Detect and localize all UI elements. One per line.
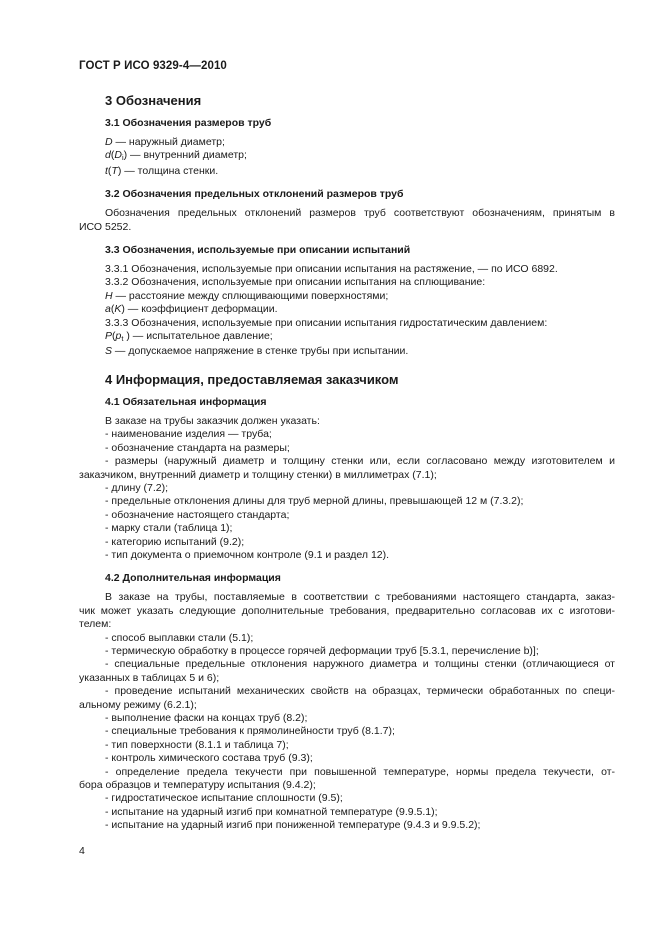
document-body: [79, 88, 615, 833]
clause-3-3-1: 3.3.1 Обозначения, используемые при описании испытания на растяжение, — по ИСО 6892.: [105, 263, 558, 276]
paragraph-line: В заказе на трубы, поставляемые в соответствии с требованиями настоящего стандарта, заказ-: [105, 591, 615, 604]
list-item: - обозначение настоящего стандарта;: [105, 508, 290, 521]
symbol-line-a: a(K) — коэффициент деформации.: [105, 303, 278, 316]
list-item: - гидростатическое испытание сплошности (9.5);: [105, 792, 343, 805]
page-number: 4: [79, 845, 85, 857]
list-item-continuation: бора образцов и температуру испытания (9.4.2);: [79, 779, 316, 792]
list-item: - предельные отклонения длины для труб мерной длины, превышающей 12 м (7.3.2);: [105, 495, 524, 508]
paragraph-line: ИСО 5252.: [79, 220, 132, 233]
symbol-line-t: t(T) — толщина стенки.: [105, 164, 219, 177]
list-item: - марку стали (таблица 1);: [105, 522, 233, 535]
list-item: - размеры (наружный диаметр и толщину стенки или, если согласовано между изготовителем и: [105, 455, 615, 468]
list-item: - испытание на ударный изгиб при комнатной температуре (9.9.5.1);: [105, 805, 438, 818]
list-item: - определение предела текучести при повышенной температуре, нормы предела текучести, от-: [105, 765, 615, 778]
list-item: - контроль химического состава труб (9.3);: [105, 752, 313, 765]
section-4-2-heading: 4.2 Дополнительная информация: [105, 572, 281, 585]
symbol-line-D: D — наружный диаметр;: [105, 136, 225, 148]
list-item: - способ выплавки стали (5.1);: [105, 631, 254, 644]
list-item: - испытание на ударный изгиб при пониженной температуре (9.4.3 и 9.9.5.2);: [105, 819, 481, 832]
section-3-3-heading: 3.3 Обозначения, используемые при описании испытаний: [105, 244, 411, 257]
symbol-line-H: H — расстояние между сплющивающими поверхностями;: [105, 289, 389, 302]
clause-3-3-2: 3.3.2 Обозначения, используемые при описании испытания на сплющивание:: [105, 276, 486, 289]
list-item-continuation: указанных в таблицах 5 и 6);: [79, 671, 220, 684]
section-4-1-heading: 4.1 Обязательная информация: [105, 395, 267, 408]
list-item: - термическую обработку в процессе горячей деформации труб [5.3.1, перечисление b)];: [105, 644, 539, 657]
list-item: - выполнение фаски на концах труб (8.2);: [105, 712, 308, 724]
list-item: - категорию испытаний (9.2);: [105, 535, 245, 548]
list-item-continuation: заказчиком, внутренний диаметр и толщину стенки) в миллиметрах (7.1);: [79, 468, 437, 481]
paragraph-line: Обозначения предельных отклонений размеров труб соответствуют обозначениям, принятым в: [105, 207, 615, 220]
paragraph-line: телем:: [79, 618, 112, 631]
list-item-continuation: альному режиму (6.2.1);: [79, 698, 197, 711]
list-item: - обозначение стандарта на размеры;: [105, 441, 290, 454]
list-item: - длину (7.2);: [105, 481, 169, 494]
clause-3-3-3: 3.3.3 Обозначения, используемые при описании испытания гидростатическим давлением:: [105, 316, 548, 329]
list-intro: В заказе на трубы заказчик должен указать:: [105, 414, 320, 427]
list-item: - наименование изделия — труба;: [105, 428, 272, 441]
list-item: - специальные предельные отклонения наружного диаметра и толщины стенки (отличающиеся от: [105, 658, 615, 671]
symbol-line-d: $d(D_i)$ — внутренний диаметр;: [105, 149, 247, 163]
paragraph-line: чик может указать следующие дополнительные требования, предварительно согласовав их с изготови-: [79, 604, 615, 617]
section-3-1-heading: 3.1 Обозначения размеров труб: [105, 117, 272, 129]
list-item: - тип поверхности (8.1.1 и таблица 7);: [105, 738, 289, 751]
section-3-2-heading: 3.2 Обозначения предельных отклонений размеров труб: [105, 188, 404, 201]
list-item: - специальные требования к прямолинейности труб (8.1.7);: [105, 725, 395, 738]
list-item: - проведение испытаний механических свойств на образцах, термически обработанных по специ-: [105, 685, 615, 698]
section-3-heading: 3 Обозначения: [105, 93, 202, 108]
section-4-heading: 4 Информация, предоставляемая заказчиком: [105, 371, 399, 387]
symbol-line-P: $P(p_t$ ) — испытательное давление;: [105, 330, 273, 344]
document-header: ГОСТ Р ИСО 9329-4—2010: [79, 60, 227, 72]
list-item: - тип документа о приемочном контроле (9.1 и раздел 12).: [105, 548, 390, 561]
symbol-line-S: S — допускаемое напряжение в стенке трубы при испытании.: [105, 345, 409, 358]
